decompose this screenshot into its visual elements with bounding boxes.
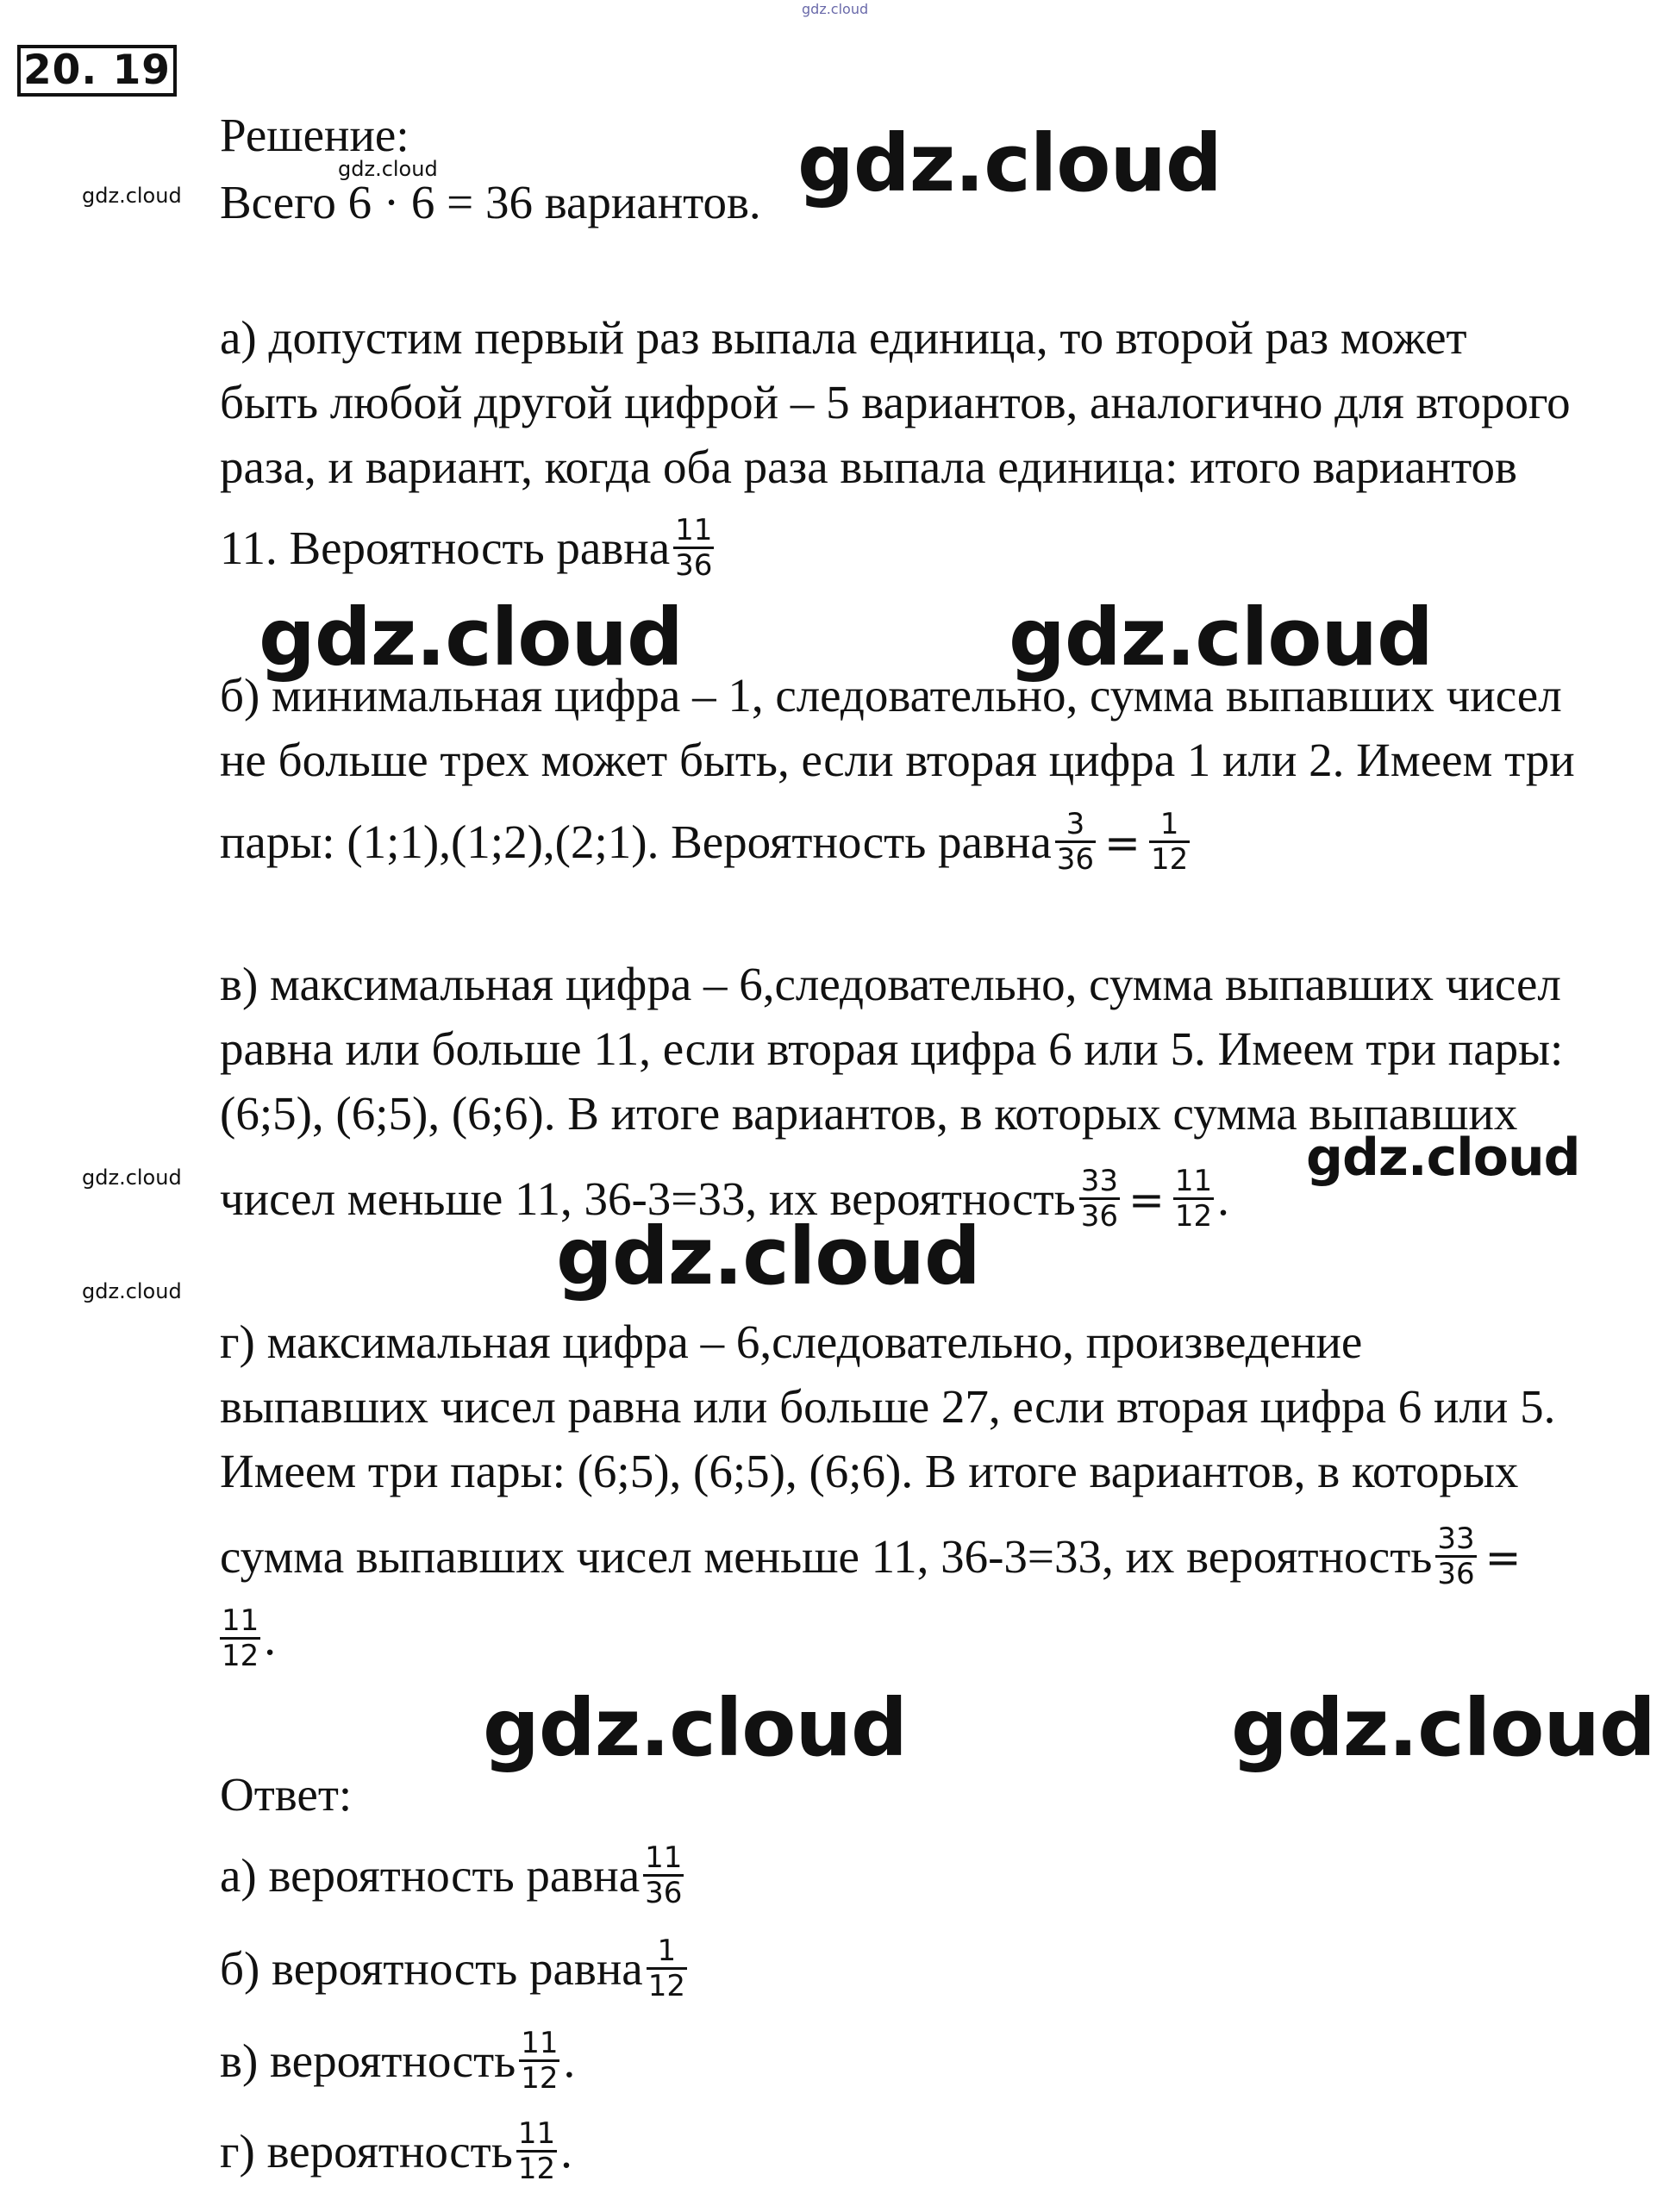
fraction-denominator: 12 <box>521 2061 559 2096</box>
fraction-numerator: 11 <box>222 1603 259 1638</box>
part-g-fraction-2 <box>220 1604 260 1672</box>
watermark: gdz.cloud <box>338 157 438 181</box>
period: . <box>264 1612 277 1665</box>
total-line: Всего 6 · 6 = 36 вариантов. <box>220 176 761 228</box>
part-v-line-1: в) максимальная цифра – 6,следовательно, сумма выпавших чисел <box>220 958 1561 1010</box>
part-b-prefix: пары: (1;1),(1;2),(2;1). Вероятность равна <box>220 815 1052 869</box>
fraction-denominator: 12 <box>222 1639 259 1673</box>
part-a-line-4 <box>220 513 717 587</box>
part-b-fraction-1 <box>1055 808 1096 876</box>
watermark: gdz.cloud <box>556 1210 980 1303</box>
fraction-denominator: 12 <box>517 2152 556 2186</box>
period: . <box>1217 1172 1229 1226</box>
part-g-line-2: выпавших чисел равна или больше 27, если вторая цифра 6 или 5. <box>220 1380 1556 1433</box>
equals-sign: = <box>1128 1175 1165 1226</box>
part-a-fraction <box>673 514 714 582</box>
fraction-numerator: 3 <box>1055 808 1096 843</box>
part-b-line-2: не больше трех может быть, если вторая цифра 1 или 2. Имеем три <box>220 734 1575 786</box>
part-a-prefix: 11. Вероятность равна <box>220 522 671 575</box>
part-v-fraction-1 <box>1079 1165 1120 1233</box>
watermark: gdz.cloud <box>1231 1682 1655 1774</box>
part-g-line-3: Имеем три пары: (6;5), (6;5), (6;6). В итоге вариантов, в которых <box>220 1445 1519 1497</box>
part-a-line-2: быть любой другой цифрой – 5 вариантов, аналогично для второго <box>220 376 1571 428</box>
fraction-denominator: 36 <box>1437 1557 1475 1591</box>
fraction-denominator: 12 <box>647 1969 685 2003</box>
fraction-denominator: 36 <box>1080 1199 1118 1234</box>
fraction-numerator: 33 <box>1080 1164 1118 1198</box>
fraction-numerator: 11 <box>1174 1164 1213 1198</box>
part-b-line-3 <box>220 807 1193 881</box>
answer-v-prefix: в) вероятность <box>220 2034 516 2088</box>
fraction-numerator: 33 <box>1437 1522 1475 1556</box>
part-g-line-5 <box>220 1603 277 1678</box>
answer-a <box>220 1840 687 1915</box>
fraction-numerator: 11 <box>521 2026 559 2060</box>
watermark: gdz.cloud <box>82 184 182 208</box>
answer-label: Ответ: <box>220 1768 353 1821</box>
watermark: gdz.cloud <box>797 117 1222 209</box>
part-v-line-3: (6;5), (6;5), (6;6). В итоге вариантов, в которых сумма выпавших <box>220 1087 1518 1140</box>
answer-b-prefix: б) вероятность равна <box>220 1942 643 1996</box>
part-v-prefix: чисел меньше 11, 36-3=33, их вероятность <box>220 1172 1076 1226</box>
answer-b-fraction <box>647 1934 687 2003</box>
fraction-denominator: 12 <box>1174 1199 1213 1234</box>
part-v-fraction-2 <box>1173 1165 1214 1233</box>
watermark: gdz.cloud <box>1306 1128 1580 1188</box>
watermark: gdz.cloud <box>82 1279 182 1303</box>
watermark: gdz.cloud <box>1009 591 1433 684</box>
part-g-fraction-1 <box>1435 1522 1476 1590</box>
answer-a-prefix: а) вероятность равна <box>220 1849 641 1903</box>
part-v-line-2: равна или больше 11, если вторая цифра 6 или 5. Имеем три пары: <box>220 1022 1564 1075</box>
equals-sign: = <box>1484 1533 1522 1584</box>
part-b-line-1: б) минимальная цифра – 1, следовательно, сумма выпавших чисел <box>220 669 1562 722</box>
part-b-fraction-2 <box>1149 808 1190 876</box>
period: . <box>563 2034 576 2088</box>
period: . <box>560 2125 572 2178</box>
answer-b <box>220 1934 691 2008</box>
problem-number: 20. 19 <box>17 45 177 97</box>
part-a-line-1: а) допустим первый раз выпала единица, то второй раз может <box>220 311 1467 364</box>
fraction-numerator: 1 <box>647 1934 687 1970</box>
solution-label: Решение: <box>220 109 409 161</box>
answer-v <box>220 2026 576 2100</box>
watermark: gdz.cloud <box>802 1 869 17</box>
watermark: gdz.cloud <box>82 1165 182 1190</box>
fraction-numerator: 1 <box>1149 808 1190 843</box>
fraction-denominator: 12 <box>1150 842 1189 877</box>
fraction-denominator: 36 <box>645 1876 683 1910</box>
part-g-line-1: г) максимальная цифра – 6,следовательно, произведение <box>220 1315 1363 1368</box>
part-a-line-3: раза, и вариант, когда оба раза выпала единица: итого вариантов <box>220 441 1518 493</box>
answer-a-fraction <box>643 1841 684 1909</box>
answer-g-prefix: г) вероятность <box>220 2125 513 2178</box>
part-g-line-4 <box>220 1522 1527 1596</box>
equals-sign: = <box>1104 818 1141 869</box>
fraction-numerator: 11 <box>675 513 713 547</box>
answer-v-fraction <box>519 2027 559 2095</box>
watermark: gdz.cloud <box>483 1682 907 1774</box>
watermark: gdz.cloud <box>259 591 683 684</box>
answer-g <box>220 2116 572 2190</box>
fraction-denominator: 36 <box>675 548 713 583</box>
fraction-numerator: 11 <box>517 2116 556 2151</box>
part-g-prefix: сумма выпавших чисел меньше 11, 36-3=33, их вероятность <box>220 1530 1433 1584</box>
answer-g-fraction <box>516 2117 557 2185</box>
fraction-denominator: 36 <box>1056 842 1095 877</box>
fraction-numerator: 11 <box>645 1840 683 1875</box>
